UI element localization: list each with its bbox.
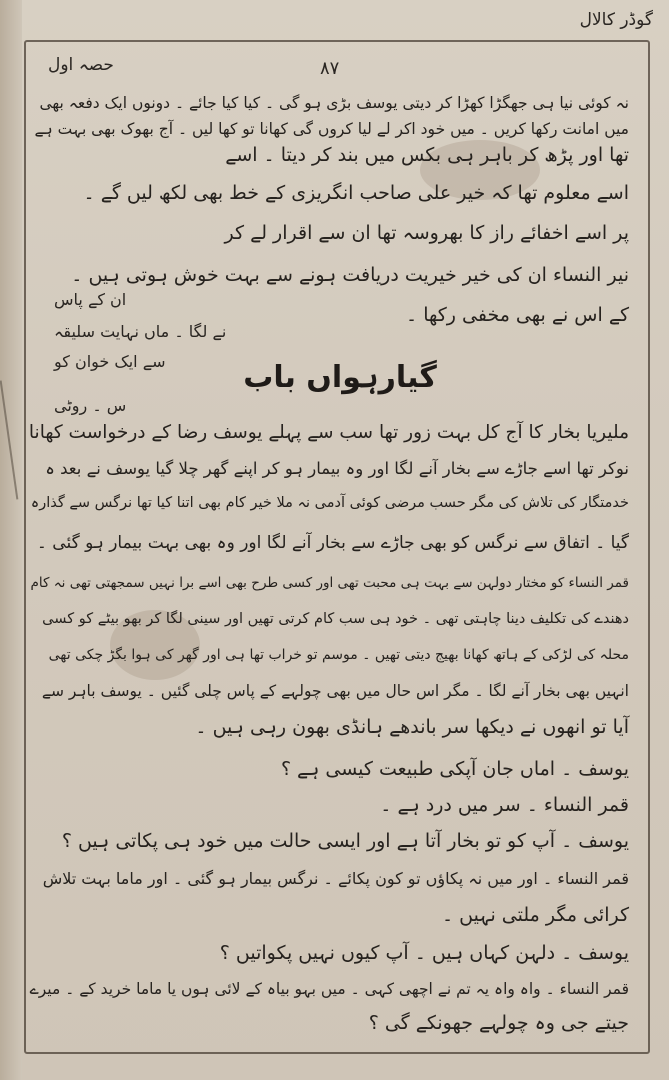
- part-label: حصہ اول: [48, 55, 114, 75]
- text-line: قمر النساء ۔ واہ واہ یہ تم نے اچھی کہی ۔ میں بہو بیاہ کے لائی ہوں یا ماما خرید کے ۔ میرے: [29, 980, 629, 998]
- text-line: نہ کوئی نیا ہی جھگڑا کھڑا کر دیتی یوسف بڑی ہو گی ۔ کیا کیا جائے ۔ دونوں ایک دفعہ بھی: [39, 94, 629, 112]
- text-line: پر اسے اخفائے راز کا بھروسہ تھا ان سے اقرار لے کر: [224, 222, 629, 244]
- text-line: آیا تو انھوں نے دیکھا سر باندھے ہانڈی بھون رہی ہیں ۔: [195, 716, 629, 738]
- text-line: دھندے کی تکلیف دینا چاہتی تھی ۔ خود ہی سب کام کرتی تھیں اور سینی لگا کر بھو بیٹے کو کسی: [42, 611, 629, 627]
- book-title: گوڈر کالال: [579, 10, 653, 30]
- text-line: یوسف ۔ آپ کو تو بخار آتا ہے اور ایسی حالت میں خود ہی پکاتی ہیں ؟: [61, 830, 629, 852]
- text-line: یوسف ۔ اماں جان آپکی طبیعت کیسی ہے ؟: [280, 758, 629, 780]
- text-line: انہیں بھی بخار آنے لگا ۔ مگر اس حال میں بھی چولہے کے پاس چلی گئیں ۔ یوسف باہر سے: [41, 682, 629, 700]
- margin-note: ان کے پاس: [54, 290, 127, 309]
- text-line: گیا ۔ اتفاق سے نرگس کو بھی جاڑے سے بخار آنے لگا اور وہ بھی بہت بیمار ہو گئی ۔: [36, 533, 629, 553]
- text-line: خدمتگار کی تلاش کی مگر حسب مرضی کوئی آدمی نہ ملا خیر کام بھی اتنا کیا تھا نرگس سے گذارہ: [30, 495, 629, 511]
- page-edge-shadow: [0, 0, 22, 1080]
- text-line: محلہ کی لڑکی کے ہاتھ کھانا بھیج دیتی تھیں ۔ موسم تو خراب تھا ہی اور گھر کی ہوا بگڑ چکی تھی: [48, 647, 629, 663]
- text-line: قمر النساء ۔ سر میں درد ہے ۔: [380, 794, 629, 816]
- margin-note: نے لگا ۔ ماں نہایت سلیقہ: [54, 322, 227, 341]
- text-line: یوسف ۔ دلہن کہاں ہیں ۔ آپ کیوں نہیں پکواتیں ؟: [219, 942, 629, 964]
- text-line: جیتے جی وہ چولہے جھونکے گی ؟: [368, 1012, 629, 1034]
- text-line: اسے معلوم تھا کہ خیر علی صاحب انگریزی کے خط بھی لکھ لیں گے ۔: [83, 182, 629, 204]
- text-line: میں امانت رکھا کریں ۔ میں خود اکر لے لیا کروں گی کھانا تو کھا لیں ۔ آج بھوک بھی بہت ہے: [34, 120, 629, 138]
- text-line: قمر النساء کو مختار دولہن سے بہت ہی محبت تھی اور کسی طرح بھی اسے برا نہیں سمجھتی تھی نہ کام: [30, 575, 629, 591]
- text-line: ملیریا بخار کا آج کل بہت زور تھا سب سے پہلے یوسف رضا کے درخواست کھانا: [28, 422, 629, 443]
- margin-note: سے ایک خوان کو: [54, 352, 166, 371]
- margin-note: س ۔ روٹی: [54, 396, 127, 415]
- text-line: نوکر تھا اسے جاڑے سے بخار آنے لگا اور وہ بیمار ہو کر اپنے گھر چلا گیا یوسف نے بعد ہ: [45, 459, 629, 478]
- text-line: کے اس نے بھی مخفی رکھا ۔: [406, 304, 629, 326]
- chapter-heading: گیارہواں باب: [243, 360, 437, 395]
- text-line: قمر النساء ۔ اور میں نہ پکاؤں تو کون پکائے ۔ نرگس بیمار ہو گئی ۔ اور ماما بہت تلاش: [42, 869, 629, 888]
- text-line: نیر النساء ان کی خیر خیریت دریافت ہونے سے بہت خوش ہوتی ہیں ۔: [71, 264, 629, 286]
- text-line: کرائی مگر ملتی نہیں ۔: [441, 904, 629, 926]
- page-number: ۸۷: [320, 58, 340, 79]
- text-line: تھا اور پڑھ کر باہر ہی بکس میں بند کر دیتا ۔ اسے: [225, 144, 629, 166]
